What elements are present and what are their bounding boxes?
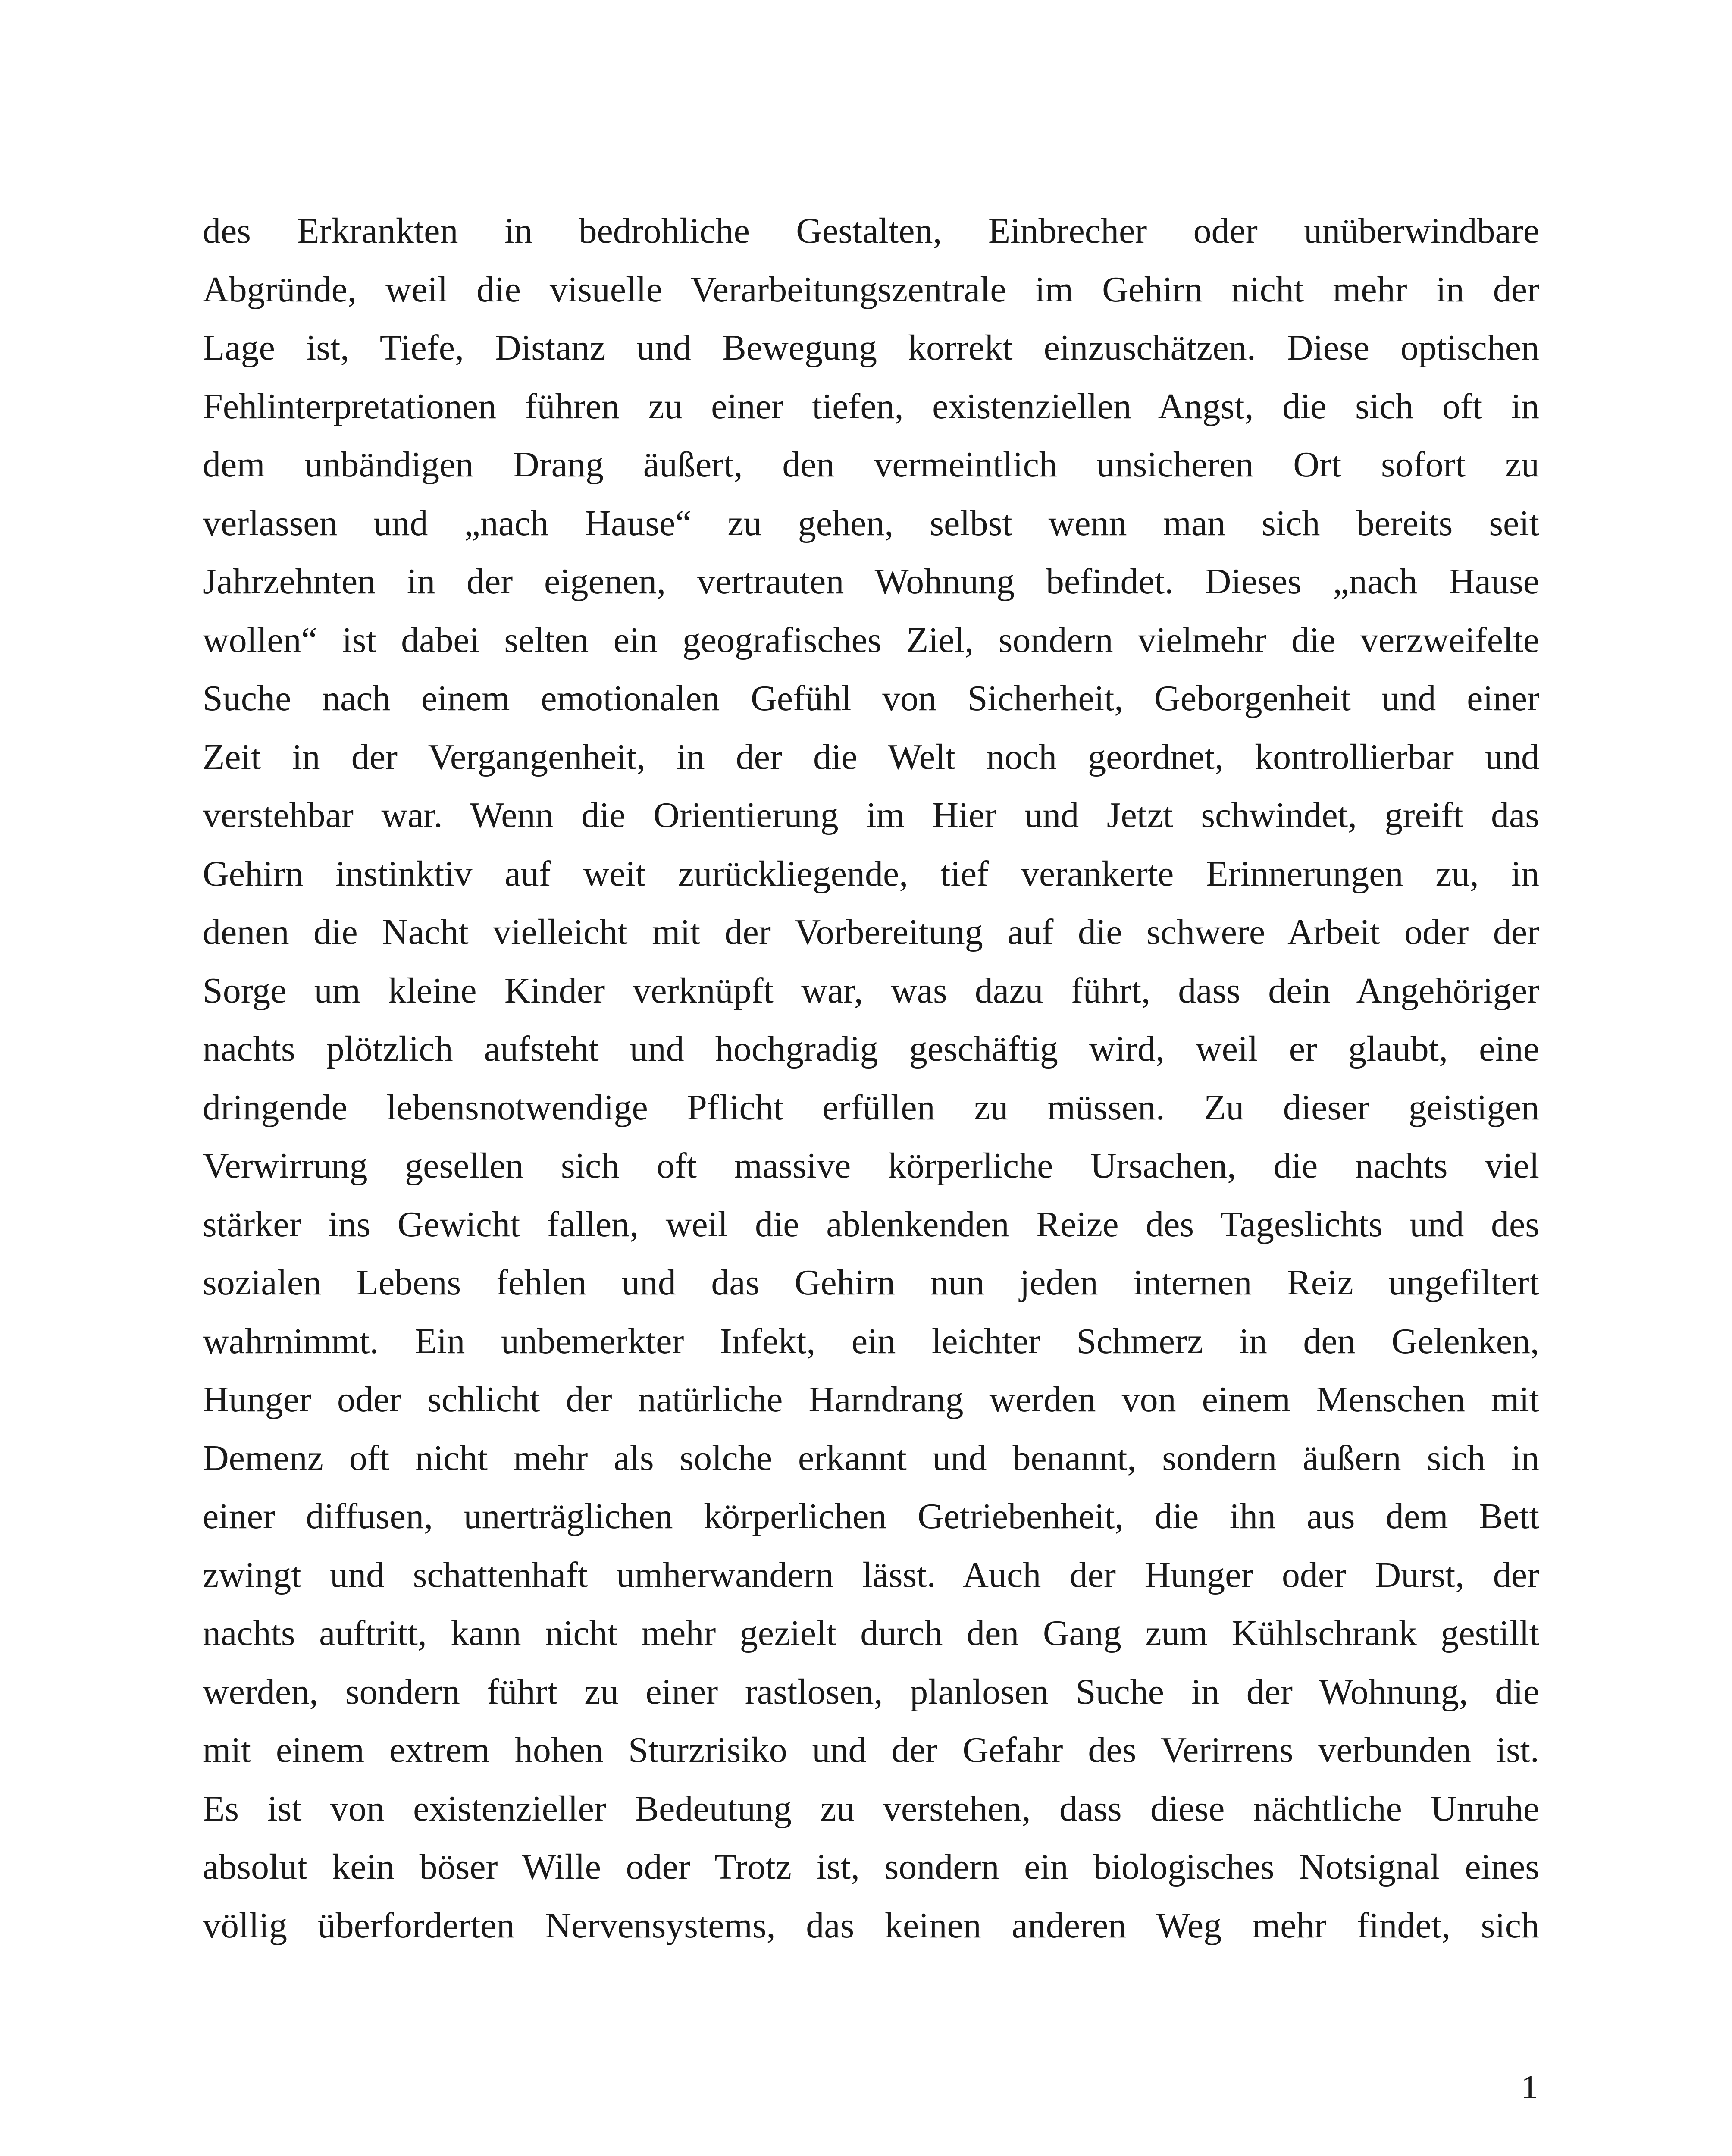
text-line: werden, sondern führt zu einer rastlosen, planlosen Suche in der Wohnung, die xyxy=(203,1671,1539,1712)
text-line: Sorge um kleine Kinder verknüpft war, was dazu führt, dass dein Angehöriger xyxy=(203,970,1539,1011)
text-line: denen die Nacht vielleicht mit der Vorbereitung auf die schwere Arbeit oder der xyxy=(203,912,1539,952)
text-line: absolut kein böser Wille oder Trotz ist, sondern ein biologisches Notsignal eines xyxy=(203,1847,1539,1887)
page-number: 1 xyxy=(1521,2068,1538,2106)
text-line: mit einem extrem hohen Sturzrisiko und der Gefahr des Verirrens verbunden ist. xyxy=(203,1730,1539,1770)
text-line: Gehirn instinktiv auf weit zurückliegende, tief verankerte Erinnerungen zu, in xyxy=(203,853,1539,894)
text-line: verlassen und „nach Hause“ zu gehen, selbst wenn man sich bereits seit xyxy=(203,503,1539,543)
text-line: Suche nach einem emotionalen Gefühl von Sicherheit, Geborgenheit und einer xyxy=(203,678,1539,718)
text-line: einer diffusen, unerträglichen körperlichen Getriebenheit, die ihn aus dem Bett xyxy=(203,1496,1539,1536)
text-line: Zeit in der Vergangenheit, in der die Welt noch geordnet, kontrollierbar und xyxy=(203,736,1539,777)
text-line: Fehlinterpretationen führen zu einer tiefen, existenziellen Angst, die sich oft in xyxy=(203,386,1539,426)
body-text xyxy=(203,202,1539,1955)
text-line: Lage ist, Tiefe, Distanz und Bewegung korrekt einzuschätzen. Diese optischen xyxy=(203,328,1539,368)
text-line: nachts auftritt, kann nicht mehr gezielt durch den Gang zum Kühlschrank gestillt xyxy=(203,1613,1539,1653)
text-line: stärker ins Gewicht fallen, weil die ablenkenden Reize des Tageslichts und des xyxy=(203,1204,1539,1244)
text-line: sozialen Lebens fehlen und das Gehirn nun jeden internen Reiz ungefiltert xyxy=(203,1263,1539,1303)
text-line: Es ist von existenzieller Bedeutung zu verstehen, dass diese nächtliche Unruhe xyxy=(203,1788,1539,1829)
text-line: Jahrzehnten in der eigenen, vertrauten Wohnung befindet. Dieses „nach Hause xyxy=(203,561,1539,602)
text-line: dem unbändigen Drang äußert, den vermeintlich unsicheren Ort sofort zu xyxy=(203,445,1539,485)
text-line: des Erkrankten in bedrohliche Gestalten, Einbrecher oder unüberwindbare xyxy=(203,211,1539,251)
text-line: dringende lebensnotwendige Pflicht erfüllen zu müssen. Zu dieser geistigen xyxy=(203,1087,1539,1128)
text-line: Demenz oft nicht mehr als solche erkannt und benannt, sondern äußern sich in xyxy=(203,1438,1539,1478)
text-line: nachts plötzlich aufsteht und hochgradig geschäftig wird, weil er glaubt, eine xyxy=(203,1029,1539,1069)
text-line: wahrnimmt. Ein unbemerkter Infekt, ein leichter Schmerz in den Gelenken, xyxy=(203,1321,1539,1361)
text-line: Abgründe, weil die visuelle Verarbeitungszentrale im Gehirn nicht mehr in der xyxy=(203,269,1539,310)
text-line: verstehbar war. Wenn die Orientierung im Hier und Jetzt schwindet, greift das xyxy=(203,795,1539,835)
text-line: zwingt und schattenhaft umherwandern lässt. Auch der Hunger oder Durst, der xyxy=(203,1554,1539,1595)
text-line: Hunger oder schlicht der natürliche Harndrang werden von einem Menschen mit xyxy=(203,1379,1539,1420)
text-line: völlig überforderten Nervensystems, das keinen anderen Weg mehr findet, sich xyxy=(203,1905,1539,1946)
text-line: Verwirrung gesellen sich oft massive körperliche Ursachen, die nachts viel xyxy=(203,1146,1539,1186)
text-line: wollen“ ist dabei selten ein geografisches Ziel, sondern vielmehr die verzweifelte xyxy=(203,620,1539,660)
